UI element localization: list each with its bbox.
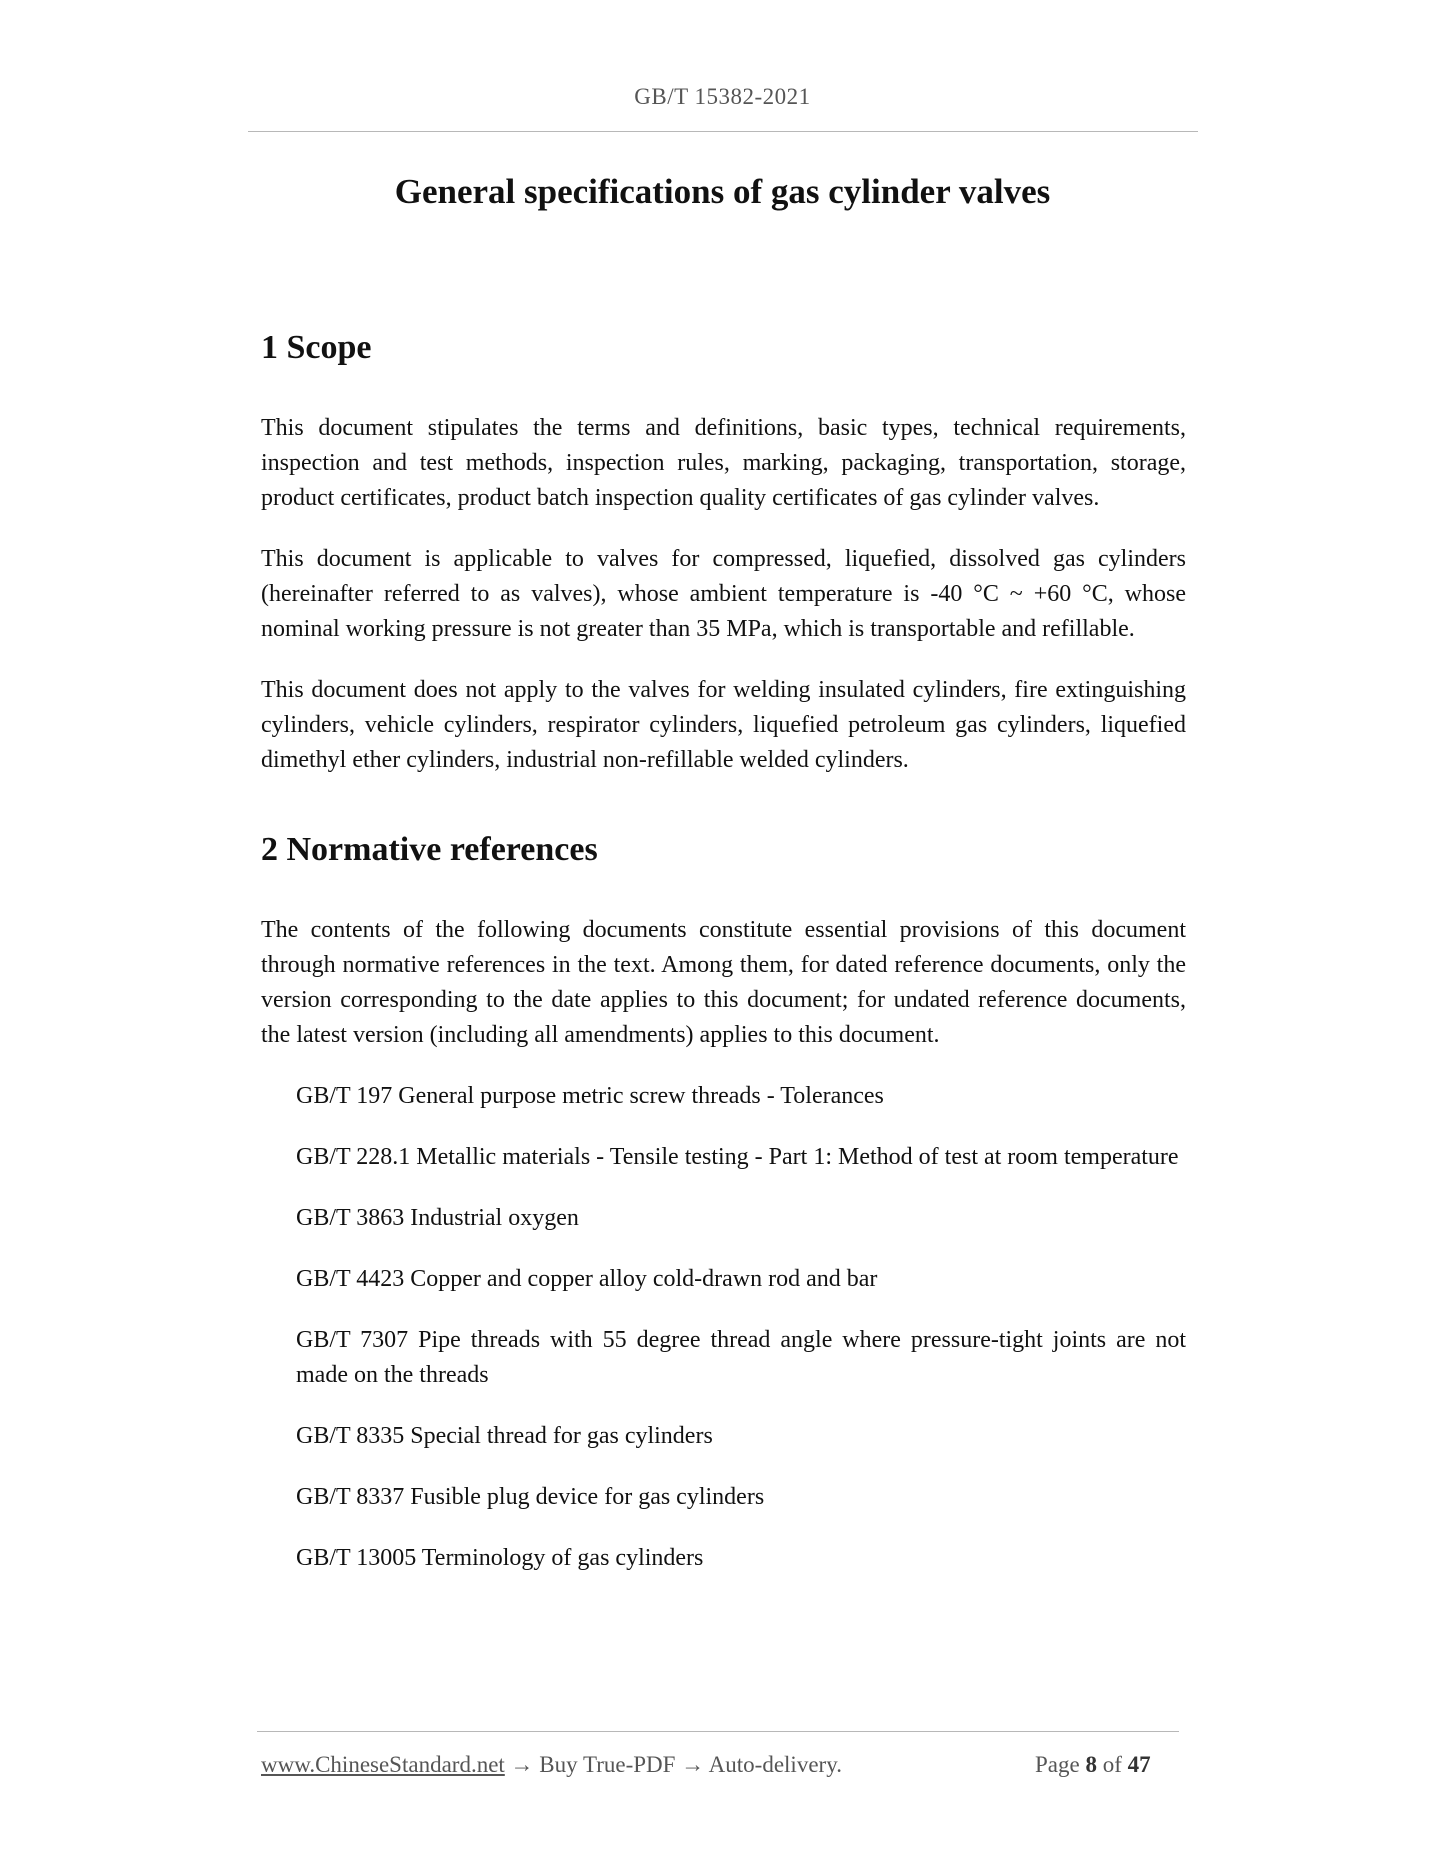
arrow-right-icon: → <box>675 1752 709 1777</box>
footer-divider <box>257 1731 1179 1732</box>
document-body <box>261 328 1186 1602</box>
references-intro-paragraph: The contents of the following documents constitute essential provisions of this document through normative references in the text. Among them, for dated reference documents, only the version corresponding to the date applies to this document; for undated reference documents, the latest version (including all amendments) applies to this document. <box>261 916 1186 1048</box>
section-heading-normative-references: 2 Normative references <box>261 830 598 868</box>
arrow-right-icon: → <box>504 1752 540 1777</box>
scope-paragraph-1: This document stipulates the terms and definitions, basic types, technical requirements, inspection and test methods, inspection rules, marking, packaging, transportation, storage, product certificates, product batch inspection quality certificates of gas cylinder valves. <box>261 414 1186 511</box>
header-divider <box>248 131 1198 132</box>
running-header: GB/T 15382-2021 <box>634 84 811 109</box>
buy-pdf-text: Buy True-PDF <box>539 1752 676 1777</box>
footer-promo <box>261 1752 842 1778</box>
page-total: 47 <box>1127 1752 1151 1777</box>
website-link[interactable]: www.ChineseStandard.net <box>261 1752 505 1777</box>
page-of-label: of <box>1102 1752 1122 1777</box>
document-title: General specifications of gas cylinder valves <box>394 172 1051 211</box>
reference-item: GB/T 8335 Special thread for gas cylinders <box>296 1422 713 1449</box>
reference-item: GB/T 228.1 Metallic materials - Tensile testing - Part 1: Method of test at room temperature <box>296 1143 1179 1170</box>
reference-item: GB/T 3863 Industrial oxygen <box>296 1204 579 1231</box>
auto-delivery-text: Auto-delivery. <box>708 1752 842 1777</box>
page-current: 8 <box>1085 1752 1097 1777</box>
page-number <box>1035 1752 1151 1778</box>
section-heading-scope: 1 Scope <box>261 329 372 366</box>
scope-paragraph-3: This document does not apply to the valves for welding insulated cylinders, fire extinguishing cylinders, vehicle cylinders, respirator cylinders, liquefied petroleum gas cylinders, liquefied dimethyl ether cylinders, industrial non-refillable welded cylinders. <box>261 676 1186 773</box>
reference-item: GB/T 13005 Terminology of gas cylinders <box>296 1544 704 1571</box>
reference-item: GB/T 8337 Fusible plug device for gas cylinders <box>296 1483 765 1510</box>
reference-item: GB/T 7307 Pipe threads with 55 degree thread angle where pressure-tight joints are not made on the threads <box>296 1326 1186 1388</box>
reference-item: GB/T 4423 Copper and copper alloy cold-drawn rod and bar <box>296 1265 878 1292</box>
scope-paragraph-2: This document is applicable to valves for compressed, liquefied, dissolved gas cylinders (hereinafter referred to as valves), whose ambient temperature is -40 °C ~ +60 °C, whose nominal working pressure is not greater than 35 MPa, which is transportable and refillable. <box>261 545 1186 642</box>
reference-item: GB/T 197 General purpose metric screw threads - Tolerances <box>296 1082 884 1109</box>
page-label: Page <box>1035 1752 1080 1777</box>
